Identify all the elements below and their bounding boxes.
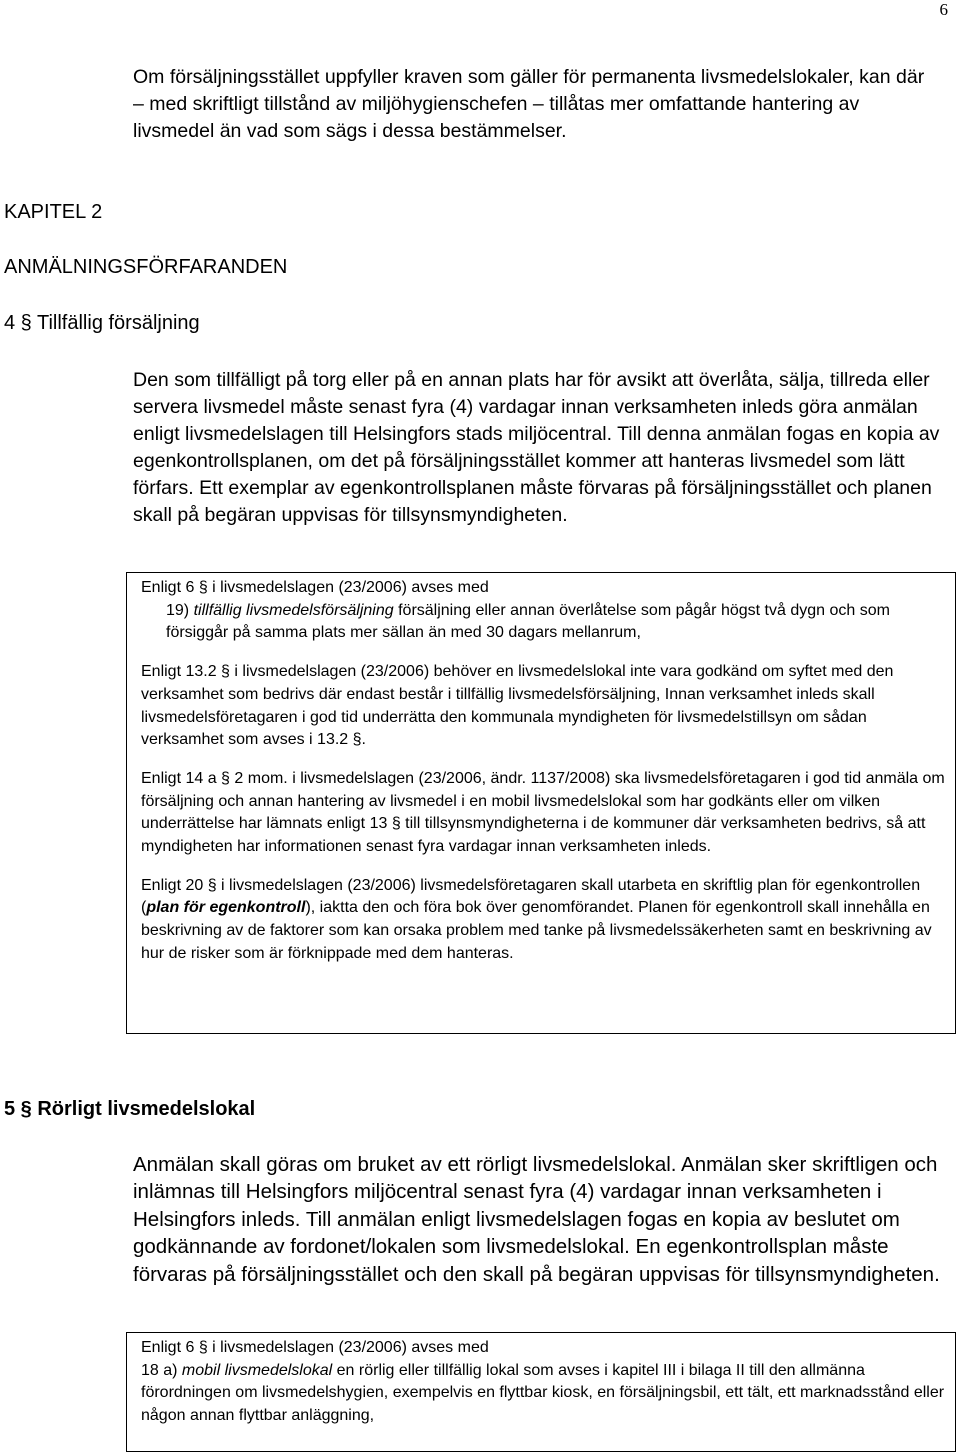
box1-para1-item <box>141 600 947 645</box>
section-4-heading-block <box>4 312 200 335</box>
box1-para1-intro: Enligt 6 § i livsmedelslagen (23/2006) avses med <box>141 579 489 596</box>
box1-item-prefix: 19) <box>166 601 194 619</box>
box1-item-term: tillfällig livsmedelsförsäljning <box>193 601 394 619</box>
box2-para1-intro: Enligt 6 § i livsmedelslagen (23/2006) avses med <box>141 1339 489 1356</box>
box1-para3: Enligt 14 a § 2 mom. i livsmedelslagen (23/2006, ändr. 1137/2008) ska livsmedelsföretagaren i god tid anmäla om försäljning och annan hantering av livsmedel i en mobil livsmedelslokal som har godkänts eller om vilken underrättelse har lämnats enligt 13 § till tillsynsmyndigheterna i de kommuner där verksamheten bedrivs, så att myndigheten har informationen senast fyra vardagar innan verksamheten inleds. <box>141 769 945 856</box>
chapter-heading <box>4 201 102 224</box>
box2-item-prefix: 18 a) <box>141 1361 182 1379</box>
section-5-body-block <box>133 1151 945 1288</box>
chapter-label: KAPITEL 2 <box>4 201 103 223</box>
box2-item-rest: en rörlig eller tillfällig lokal som avses i kapitel III i bilaga II till den allmänna förordningen om livsmedelshygien, exempelvis en flyttbar kiosk, en försäljningsbil, ett tält, ett marknadsstånd eller någon annan flyttbar anläggning, <box>141 1361 945 1425</box>
section-4-heading: 4 § Tillfällig försäljning <box>4 312 200 334</box>
page-number: 6 <box>939 0 948 19</box>
box1-para4 <box>141 875 947 966</box>
chapter-title: ANMÄLNINGSFÖRFARANDEN <box>4 256 288 278</box>
section-5-body: Anmälan skall göras om bruket av ett rörligt livsmedelslokal. Anmälan sker skriftligen och inlämnas till Helsingfors miljöcentral senast fyra (4) vardagar innan verksamheten i Helsingfors inleds. Till anmälan enligt livsmedelslagen fogas en kopia av beslutet om godkännande av fordonet/lokalen som livsmedelslokal. En egenkontrollsplan måste förvaras på försäljningsstället och den skall på begäran uppvisas för tillsynsmyndigheten. <box>133 1153 940 1286</box>
box1-para4-term: plan för egenkontroll <box>146 899 306 917</box>
intro-paragraph <box>133 64 933 145</box>
legal-reference-box-1 <box>126 572 956 1034</box>
chapter-title-block <box>4 256 287 279</box>
section-5-heading-block <box>4 1098 255 1121</box>
box1-item-rest: försäljning eller annan överlåtelse som pågår högst två dygn och som försiggår på samma plats mer sällan än med 30 dagars mellanrum, <box>166 601 890 642</box>
box2-item-term: mobil livsmedelslokal <box>181 1361 333 1379</box>
section-4-body: Den som tillfälligt på torg eller på en annan plats har för avsikt att överlåta, sälja, tillreda eller servera livsmedel måste senast fyra (4) vardagar innan verksamheten inleds göra anmälan enligt livsmedelslagen till Helsingfors stads miljöcentral. Till denna anmälan fogas en kopia av egenkontrollsplanen, om det på försäljningsstället kommer att hanteras livsmedel som lätt förfars. Ett exemplar av egenkontrollsplanen måste förvaras på försäljningsstället och planen skall på begäran uppvisas för tillsynsmyndigheten. <box>133 369 940 526</box>
section-5-heading: 5 § Rörligt livsmedelslokal <box>4 1098 256 1120</box>
intro-text: Om försäljningsstället uppfyller kraven som gäller för permanenta livsmedelslokaler, kan där – med skriftligt tillstånd av miljöhygienschefen – tillåtas mer omfattande hantering av livsmedel än vad som sägs i dessa bestämmelser. <box>133 66 925 142</box>
box2-para1-item <box>141 1360 947 1428</box>
box1-para2: Enligt 13.2 § i livsmedelslagen (23/2006) behöver en livsmedelslokal inte vara godkänd om syftet med den verksamhet som bedrivs där endast består i tillfällig livsmedelsförsäljning, Innan verksamhet inleds skall livsmedelsföretagaren i god tid underrätta den kommunala myndigheten för livsmedelstillsyn om sådan verksamhet som avses i 13.2 §. <box>141 663 894 749</box>
section-4-body-block <box>133 367 951 529</box>
box1-para4-before: Enligt 20 § i livsmedelslagen (23/2006) livsmedelsföretagaren skall utarbeta en skriftlig plan för egenkontrollen ( <box>141 876 921 917</box>
legal-reference-box-2 <box>126 1332 956 1452</box>
box1-para4-after: ), iaktta den och föra bok över genomförandet. Planen för egenkontroll skall innehålla en beskrivning av de faktorer som kan orsaka problem med tanke på livsmedelssäkerheten samt en beskrivning av hur de risker som är förknippade med dem hanteras. <box>141 899 932 962</box>
